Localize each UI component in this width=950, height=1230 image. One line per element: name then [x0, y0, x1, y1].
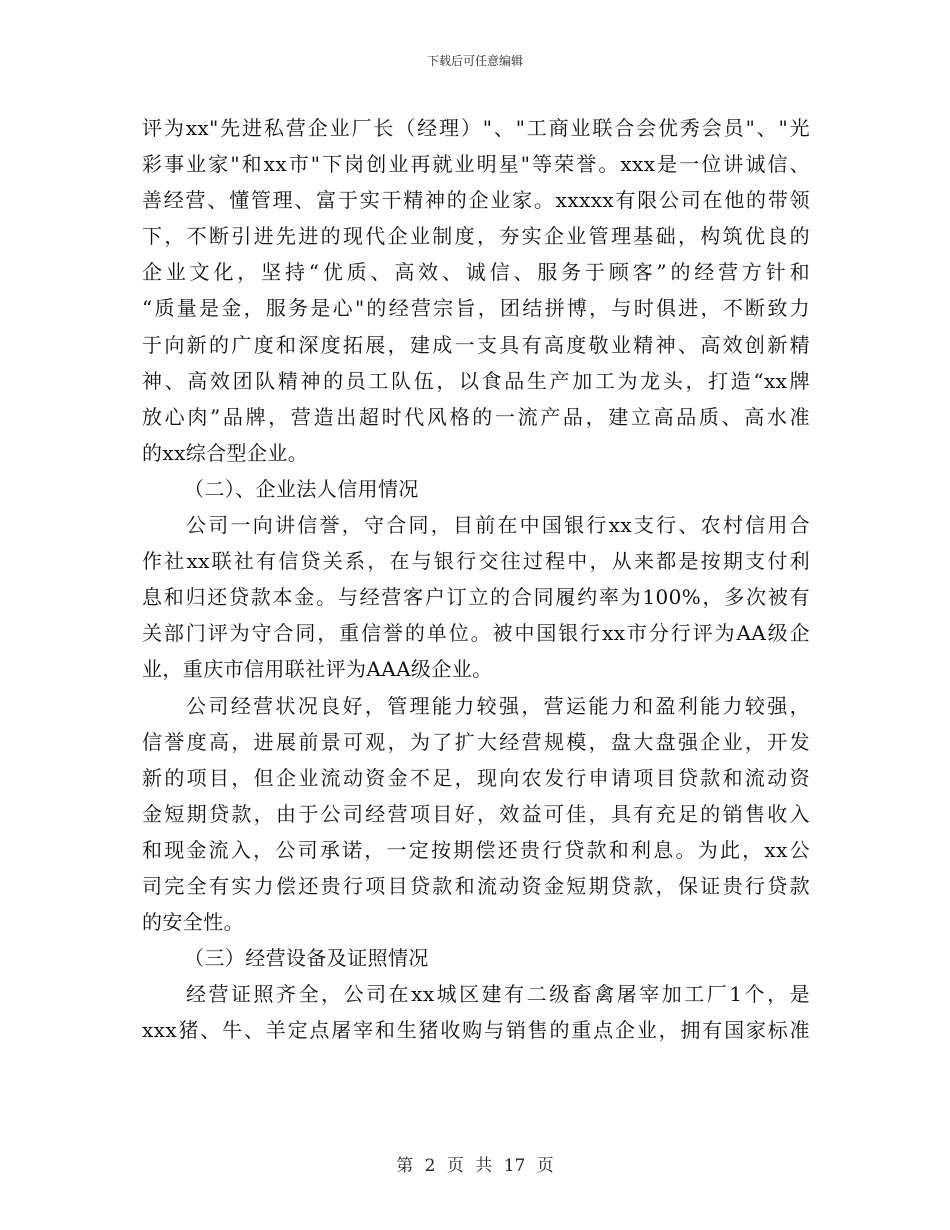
body-line-17: 公司经营状况良好，管理能力较强，营运能力和盈利能力较强， [186, 693, 810, 718]
body-line-21: 和现金流入，公司承诺，一定按期偿还贵行贷款和利息。为此，xx公 [142, 837, 810, 862]
body-line-19: 新的项目，但企业流动资金不足，现向农发行申请项目贷款和流动资 [142, 765, 810, 790]
body-line-2: 彩事业家"和xx市"下岗创业再就业明星"等荣誉。xxx是一位讲诚信、 [142, 152, 810, 177]
body-line-12: 公司一向讲信誉，守合同，目前在中国银行xx支行、农村信用合 [186, 513, 810, 538]
body-line-22: 司完全有实力偿还贵行项目贷款和流动资金短期贷款，保证贵行贷款 [142, 873, 810, 898]
body-line-10: 的xx综合型企业。 [142, 440, 309, 465]
page-header-note: 下载后可任意编辑 [426, 54, 523, 68]
body-line-15: 关部门评为守合同，重信誉的单位。被中国银行xx市分行评为AA级企 [142, 621, 810, 646]
body-line-20: 金短期贷款，由于公司经营项目好，效益可佳，具有充足的销售收入 [142, 801, 810, 826]
section-heading-2: （二）、企业法人信用情况 [184, 476, 419, 501]
body-line-9: 放心肉”品牌，营造出超时代风格的一流产品，建立高品质、高水准 [142, 404, 810, 429]
section-heading-3: （三）经营设备及证照情况 [184, 946, 429, 971]
body-line-18: 信誉度高，进展前景可观，为了扩大经营规模，盘大盘强企业，开发 [142, 729, 810, 754]
body-line-5: 企业文化，坚持“优质、高效、诚信、服务于顾客”的经营方针和 [142, 260, 810, 285]
body-line-6: “质量是金，服务是心"的经营宗旨，团结拼博，与时俱进，不断致力 [142, 296, 810, 321]
body-line-4: 下，不断引进先进的现代企业制度，夯实企业管理基础，构筑优良的 [142, 224, 810, 249]
body-line-13: 作社xx联社有信贷关系，在与银行交往过程中，从来都是按期支付利 [142, 549, 810, 574]
body-line-25: 经营证照齐全，公司在xx城区建有二级畜禽屠宰加工厂1个，是 [186, 982, 810, 1007]
page-number-footer: 第 2 页 共 17 页 [396, 1156, 554, 1176]
body-line-8: 神、高效团队精神的员工队伍，以食品生产加工为龙头，打造“xx牌 [142, 368, 810, 393]
body-line-16: 业，重庆市信用联社评为AAA级企业。 [142, 657, 493, 682]
body-line-3: 善经营、懂管理、富于实干精神的企业家。xxxxx有限公司在他的带领 [142, 188, 810, 213]
body-line-1: 评为xx"先进私营企业厂长（经理）"、"工商业联合会优秀会员"、"光 [142, 116, 810, 140]
body-line-23: 的安全性。 [142, 910, 244, 935]
body-line-7: 于向新的广度和深度拓展，建成一支具有高度敬业精神、高效创新精 [142, 332, 810, 357]
body-line-14: 息和归还贷款本金。与经营客户订立的合同履约率为100%，多次被有 [142, 585, 810, 610]
document-body [142, 110, 810, 1048]
body-line-26: xxx猪、牛、羊定点屠宰和生猪收购与销售的重点企业，拥有国家标准 [142, 1018, 810, 1043]
